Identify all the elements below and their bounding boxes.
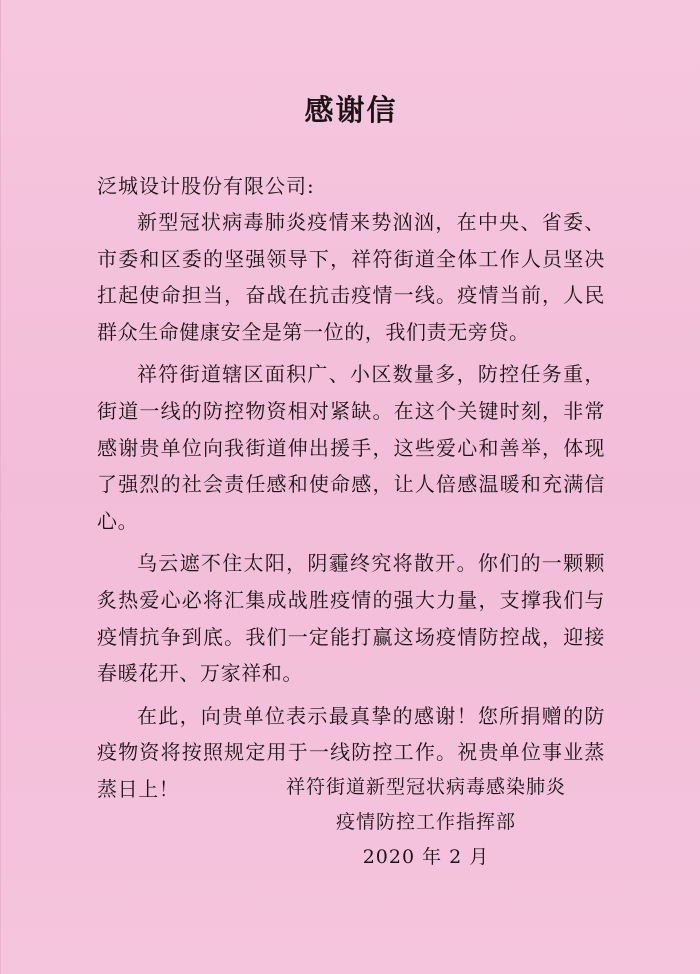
signature-organization-line1: 祥符街道新型冠状病毒感染肺炎 [285, 776, 566, 798]
letter-salutation: 泛城设计股份有限公司: [97, 174, 315, 198]
letter-paragraph: 在此，向贵单位表示最真挚的感谢！您所捐赠的防疫物资将按照规定用于一线防控工作。祝贵单位事业蒸蒸日上！ [97, 703, 605, 801]
letter-paragraph: 新型冠状病毒肺炎疫情来势汹汹，在中央、省委、市委和区委的坚强领导下，祥符街道全体工作人员坚决扛起使命担当，奋战在抗击疫情一线。疫情当前，人民群众生命健康安全是第一位的，我们责无旁贷。 [97, 210, 605, 344]
letter-signature [261, 770, 591, 875]
letter-paragraph: 祥符街道辖区面积广、小区数量多，防控任务重，街道一线的防控物资相对紧缺。在这个关键时刻，非常感谢贵单位向我街道伸出援手，这些爱心和善举，体现了强烈的社会责任感和使命感，让人倍感温暖和充满信心。 [97, 362, 605, 533]
signature-date: 2020 年 2 月 [362, 846, 490, 868]
letter-body [97, 204, 605, 814]
letter-title: 感谢信 [304, 93, 398, 127]
letter-paragraph: 乌云遮不住太阳，阴霾终究将散开。你们的一颗颗炙热爱心必将汇集成战胜疫情的强大力量，支撑我们与疫情抗争到底。我们一定能打赢这场疫情防控战，迎接春暖花开、万家祥和。 [97, 551, 605, 686]
signature-organization-line2: 疫情防控工作指挥部 [335, 811, 516, 833]
